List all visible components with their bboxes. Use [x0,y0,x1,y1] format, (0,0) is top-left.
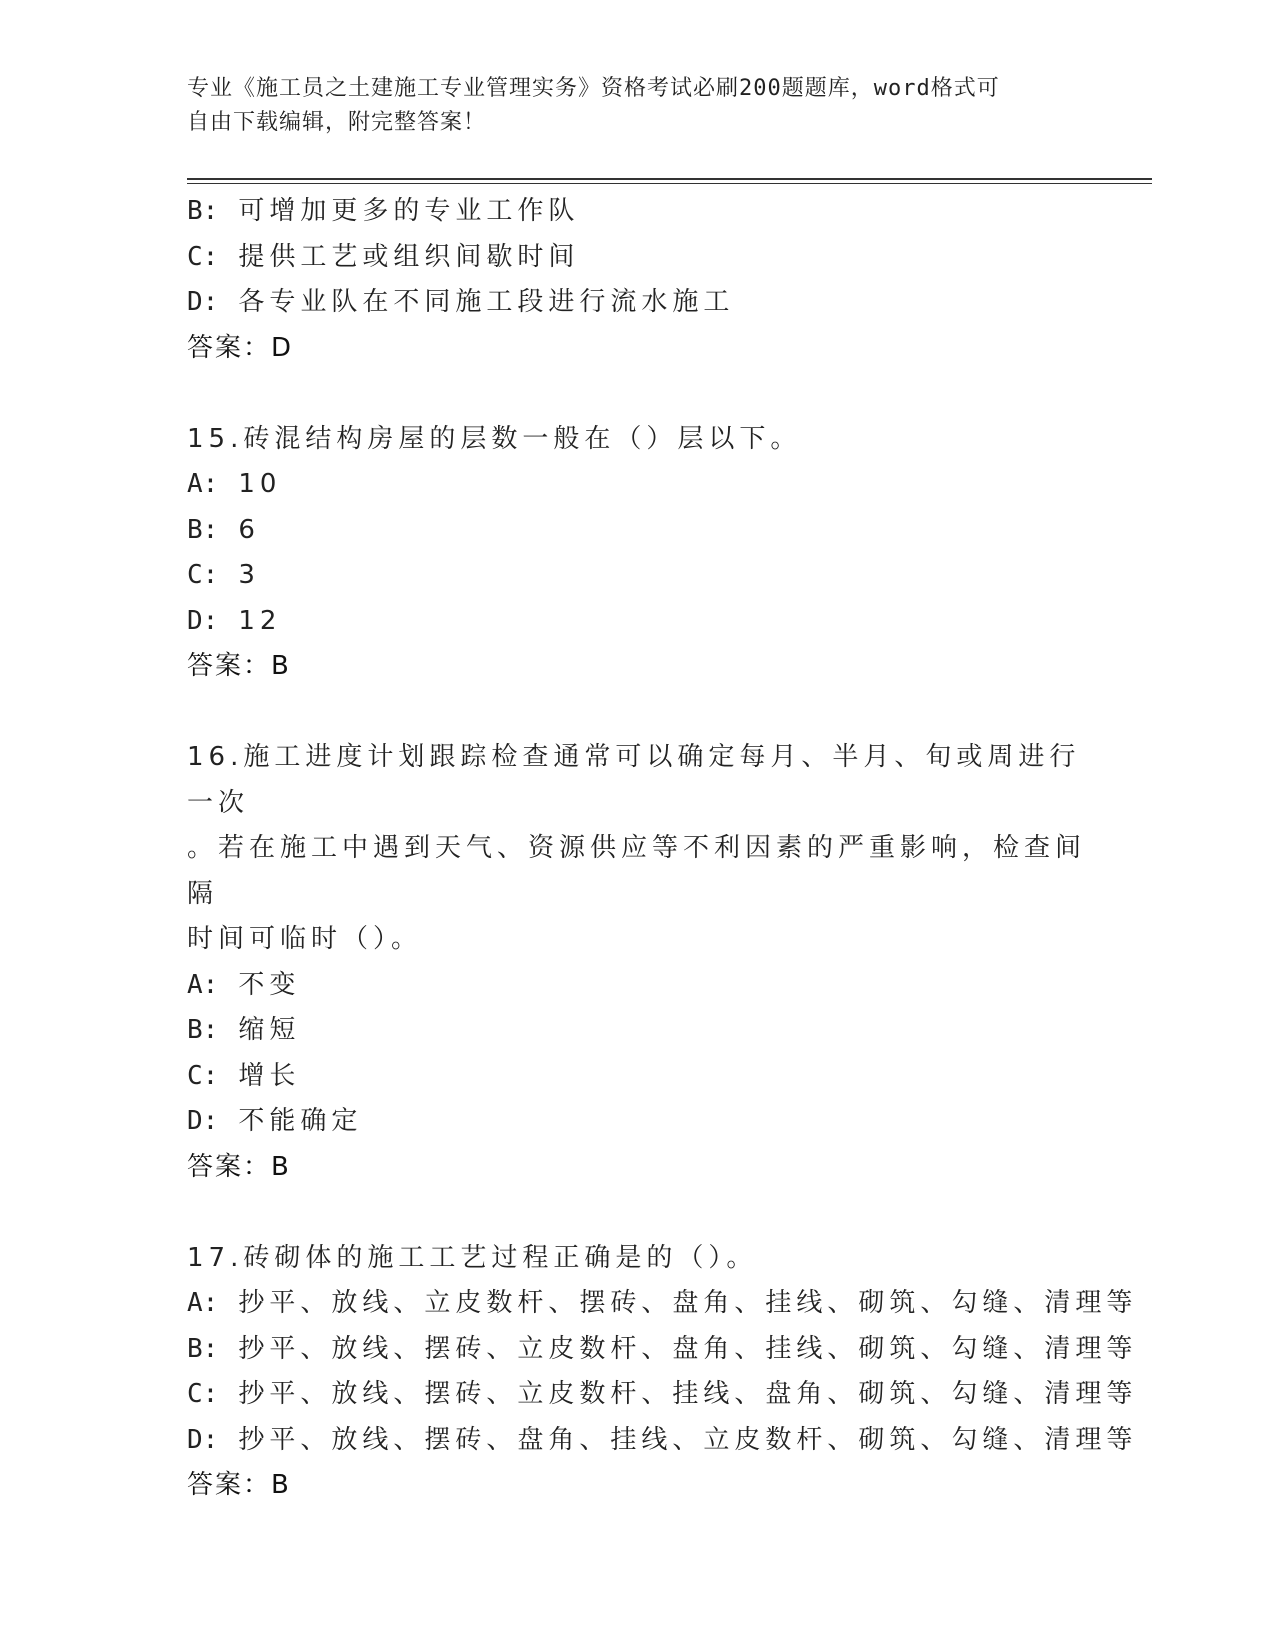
answer-label: 答案： [187,651,272,681]
option-b [187,508,1087,554]
question-stem-line: 时间可临时（）。 [187,924,423,954]
question-stem-line: 。若在施工中遇到天气、资源供应等不利因素的严重影响，检查间隔 [187,833,1087,909]
option-d [187,599,1087,645]
option-c [187,553,1087,599]
option-letter: C: [187,1379,219,1409]
option-text: 各专业队在不同施工段进行流水施工 [238,287,735,317]
option-text: 抄平、放线、摆砖、立皮数杆、盘角、挂线、砌筑、勾缝、清理等 [238,1333,1138,1364]
option-text: 抄平、放线、摆砖、立皮数杆、挂线、盘角、砌筑、勾缝、清理等 [238,1379,1138,1409]
question-16 [187,735,1087,1190]
option-letter: B: [187,514,219,545]
option-letter: D: [187,605,219,636]
answer-line [187,326,1087,372]
answer-label: 答案： [187,1470,272,1500]
option-b [187,1008,1087,1054]
option-b [187,189,1087,235]
option-a [187,462,1087,508]
question-14-continued [187,189,1087,371]
option-letter: D: [187,1106,219,1136]
document-header [187,72,1087,140]
option-letter: B: [187,1015,219,1045]
option-d [187,1418,1138,1464]
answer-value: B [271,1151,289,1182]
header-divider-thick [187,178,1152,180]
option-text: 3 [238,560,260,590]
option-c [187,1054,1087,1100]
question-17 [187,1236,1138,1509]
option-letter: A: [187,469,219,499]
option-letter: A: [187,969,219,1000]
option-text: 可增加更多的专业工作队 [238,196,580,226]
option-d [187,280,1087,326]
option-text: 抄平、放线、摆砖、盘角、挂线、立皮数杆、砌筑、勾缝、清理等 [238,1424,1138,1455]
option-letter: A: [187,1288,219,1318]
option-text: 不变 [238,969,301,1000]
header-divider-thin [187,183,1152,184]
option-letter: B: [187,196,219,226]
option-text: 抄平、放线、立皮数杆、摆砖、盘角、挂线、砌筑、勾缝、清理等 [238,1288,1138,1318]
option-text: 增长 [238,1060,301,1091]
option-text: 缩短 [238,1015,301,1045]
question-stem-line: 16.施工进度计划跟踪检查通常可以确定每月、半月、旬或周进行一次 [187,742,1081,818]
option-text: 不能确定 [238,1106,363,1136]
option-d [187,1099,1087,1145]
header-line-2: 自由下载编辑，附完整答案！ [187,110,487,135]
question-stem: 15.砖混结构房屋的层数一般在（）层以下。 [187,423,802,454]
option-a [187,1281,1138,1327]
answer-label: 答案： [187,1151,272,1182]
option-a [187,963,1087,1009]
option-c [187,235,1087,281]
option-letter: C: [187,241,219,272]
option-text: 6 [238,514,260,545]
answer-line [187,644,1087,690]
option-letter: C: [187,560,219,590]
option-b [187,1327,1138,1373]
answer-line [187,1145,1087,1191]
question-15 [187,417,1087,690]
option-text: 12 [238,605,282,636]
answer-line [187,1463,1087,1509]
option-c [187,1372,1138,1418]
option-letter: C: [187,1060,219,1091]
answer-value: B [271,1470,289,1500]
question-list [187,189,1138,1509]
option-letter: B: [187,1333,219,1364]
header-line-1: 专业《施工员之土建施工专业管理实务》资格考试必刷200题题库，word格式可 [187,76,1000,101]
option-text: 10 [238,469,282,499]
answer-label: 答案： [187,332,272,363]
question-stem: 17.砖砌体的施工工艺过程正确是的（）。 [187,1242,758,1273]
answer-value: B [271,651,289,681]
option-letter: D: [187,1424,219,1455]
option-text: 提供工艺或组织间歇时间 [238,241,580,272]
option-letter: D: [187,287,219,317]
answer-value: D [271,332,292,363]
